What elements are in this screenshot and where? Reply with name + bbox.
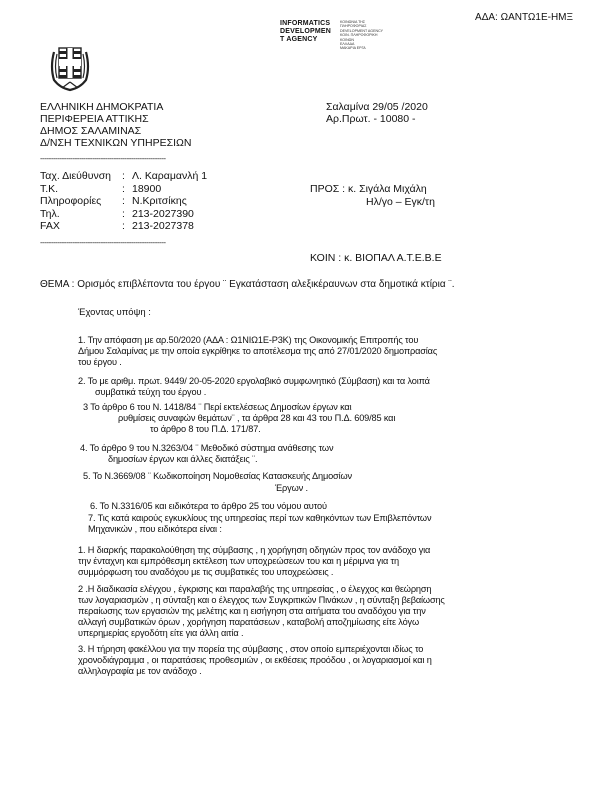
body-line: 7. Τις κατά καιρούς εγκυκλίους της υπηρεσίας περί των καθηκόντων των Επιβλεπόντων: [88, 513, 432, 523]
body-line: αλληλογραφία με τον ανάδοχο .: [78, 666, 202, 676]
info-value: 213-2027390: [132, 207, 194, 220]
recipient-title: Ηλ/γο – Εγκ/τη: [366, 196, 435, 208]
body-line: 1. Την απόφαση με αρ.50/2020 (ΑΔΑ : Ω1ΝΙΩ1Ε-Ρ3Κ) της Οικονομικής Επιτροπής του: [78, 335, 419, 345]
body-line: υπερημερίας εργοδότη είτε για άλλη αιτία .: [78, 628, 244, 638]
body-line: συμμόρφωση του αναδόχου με τις συμβατικές του υποχρεώσεις .: [78, 567, 334, 577]
issuer-header: [40, 101, 191, 149]
info-value: Λ. Καραμανλή 1: [132, 170, 208, 182]
body-line: 2. Το με αριθμ. πρωτ. 9449/ 20-05-2020 εργολαβικό συμφωνητικό (Σύμβαση) και τα λοιπά: [78, 376, 430, 386]
info-key: FAX: [40, 220, 60, 232]
agency-small-line: DEVELOPMENT AGENCY: [340, 28, 384, 33]
info-colon: :: [122, 220, 125, 232]
issuer-line: ΕΛΛΗΝΙΚΗ ΔΗΜΟΚΡΑΤΙΑ: [40, 101, 164, 113]
issuer-line: ΠΕΡΙΦΕΡΕΙΑ ΑΤΤΙΚΗΣ: [40, 113, 149, 125]
body-line: 2 .Η διαδικασία ελέγχου , έγκρισης και παραλαβής της υπηρεσίας , ο έλεγχος και θεώρηση: [78, 584, 432, 594]
body-line: Δήμου Σαλαμίνας με την οποία εγκρίθηκε το αποτέλεσμα της από 27/01/2020 δημοπρασίας: [78, 346, 438, 356]
agency-line: INFORMATICS: [280, 20, 331, 27]
info-colon: :: [122, 170, 125, 182]
info-value: 18900: [132, 182, 162, 195]
date-protocol: [326, 101, 428, 125]
agency-small-line: ΠΛΗΡΟΦΟΡΙΑΣ: [340, 24, 367, 29]
agency-small-line: ΚΟΙΝΩΝΙΑ ΤΗΣ: [340, 20, 366, 24]
protocol-number: Αρ.Πρωτ. - 10080 -: [326, 113, 416, 125]
body-line: 4. Το άρθρο 9 του Ν.3263/04 ¨ Μεθοδικό σύστημα ανάθεσης των: [80, 443, 334, 453]
issuer-line: Δ/ΝΣΗ ΤΕΧΝΙΚΩΝ ΥΠΗΡΕΣΙΩΝ: [40, 137, 192, 149]
body-line: την ένταχνη και εμπρόθεσμη εκτέλεση των υποχρεώσεων του και η μέριμνα για τη: [78, 556, 399, 566]
issuer-line: ΔΗΜΟΣ ΣΑΛΑΜΙΝΑΣ: [40, 125, 142, 137]
body-line: 6. Το Ν.3316/05 και ειδικότερα το άρθρο 25 του νόμου αυτού: [90, 501, 327, 511]
recipient-name: ΠΡΟΣ : κ. Σιγάλα Μιχάλη: [310, 183, 427, 195]
body-line: περαίωσης των εργασιών της μελέτης και η εισήγηση στα αιτήματα του αναδόχου για την: [78, 606, 426, 616]
body-line: το άρθρο 8 του Π.Δ. 171/87.: [150, 424, 261, 434]
info-colon: :: [122, 195, 125, 207]
agency-name-en: [280, 20, 331, 44]
agency-small-line: ΚΟΙΝΩΝ: [340, 37, 354, 42]
info-key: Πληροφορίες: [40, 195, 102, 207]
body-line: ρυθμίσεις συναφών θεμάτων¨ , τα άρθρα 28 και 43 του Π.Δ. 609/85 και: [118, 413, 396, 423]
cc-recipient: ΚΟΙΝ : κ. ΒΙΟΠΑΛ Α.Τ.Ε.Β.Ε: [310, 252, 442, 264]
agency-small-line: ΚΟΙΝ. ΠΛΗΡΟΦΟΡΙΚΗ: [340, 33, 378, 38]
info-value: 213-2027378: [132, 220, 194, 232]
info-value: Ν.Κριτσίκης: [132, 195, 187, 207]
ada-code: ΑΔΑ: ΩΑΝΤΩ1Ε-ΗΜΞ: [475, 12, 573, 23]
body-line: των λογαριασμών , η σύνταξη και ο έλεγχος των Συγκριτικών Πινάκων , η σύνταξη βεβαίωσης: [78, 595, 445, 605]
agency-stamp: [280, 20, 384, 51]
agency-line: DEVELOPMEN: [280, 28, 332, 35]
body-line: αλλαγή συμβατικών όρων , χορήγηση παρατάσεων , καταβολή αποζημίωσης είτε λόγω: [78, 617, 420, 627]
body-line: 5. Το Ν.3669/08 ¨ Κωδικοποίηση Νομοθεσίας Κατασκευής Δημοσίων: [83, 471, 352, 481]
info-key: Τηλ.: [40, 207, 60, 220]
agency-line: T AGENCY: [280, 36, 318, 43]
info-key: Ταχ. Διεύθυνση: [40, 170, 112, 182]
body-line: χρονοδιάγραμμα , οι παρατάσεις προθεσμιών , οι εκθέσεις προόδου , οι λογαριασμοί και η: [78, 655, 432, 665]
body-line: 3 Το άρθρο 6 του Ν. 1418/84 ¨ Περί εκτελέσεως Δημοσίων έργων και: [83, 402, 352, 412]
separator-line: ----------------------------------------------------------: [40, 154, 166, 163]
body-line: 3. Η τήρηση φακέλλου για την πορεία της σύμβασης , στον οποίο εμπεριέχονται ιδίως το: [78, 644, 424, 654]
greek-emblem-icon: [48, 42, 92, 92]
agency-small-line: ΜΑΚΑΡΙΑ ΕΡΓΑ: [340, 46, 366, 51]
body-line: Έργων .: [275, 483, 308, 493]
separator-line: ----------------------------------------------------------: [40, 238, 166, 247]
agency-name-gr: [340, 20, 383, 51]
body-line: 1. Η διαρκής παρακολούθηση της σύμβασης , η χορήγηση οδηγιών προς τον ανάδοχο για: [78, 545, 431, 555]
document-date: Σαλαμίνα 29/05 /2020: [326, 101, 428, 113]
body-line: δημοσίων έργων και άλλες διατάξεις ¨.: [108, 454, 258, 464]
subject-line: ΘΕΜΑ : Ορισμός επιβλέποντα του έργου ¨ Εγκατάσταση αλεξικέραυνων στα δημοτικά κτίρια ¨.: [40, 279, 455, 290]
body-line: συμβατικά τεύχη του έργου .: [95, 387, 207, 397]
info-colon: :: [122, 207, 125, 220]
body-line: Μηχανικών , που ειδικότερα είναι :: [88, 524, 222, 534]
body-line: του έργου .: [78, 357, 122, 367]
considering-heading: Έχοντας υπόψη :: [78, 307, 151, 318]
info-key: Τ.Κ.: [40, 182, 59, 195]
recipient-block: [310, 183, 435, 209]
agency-small-line: ΕΛΛΑΔΑ: [340, 42, 355, 47]
info-colon: :: [122, 182, 125, 195]
